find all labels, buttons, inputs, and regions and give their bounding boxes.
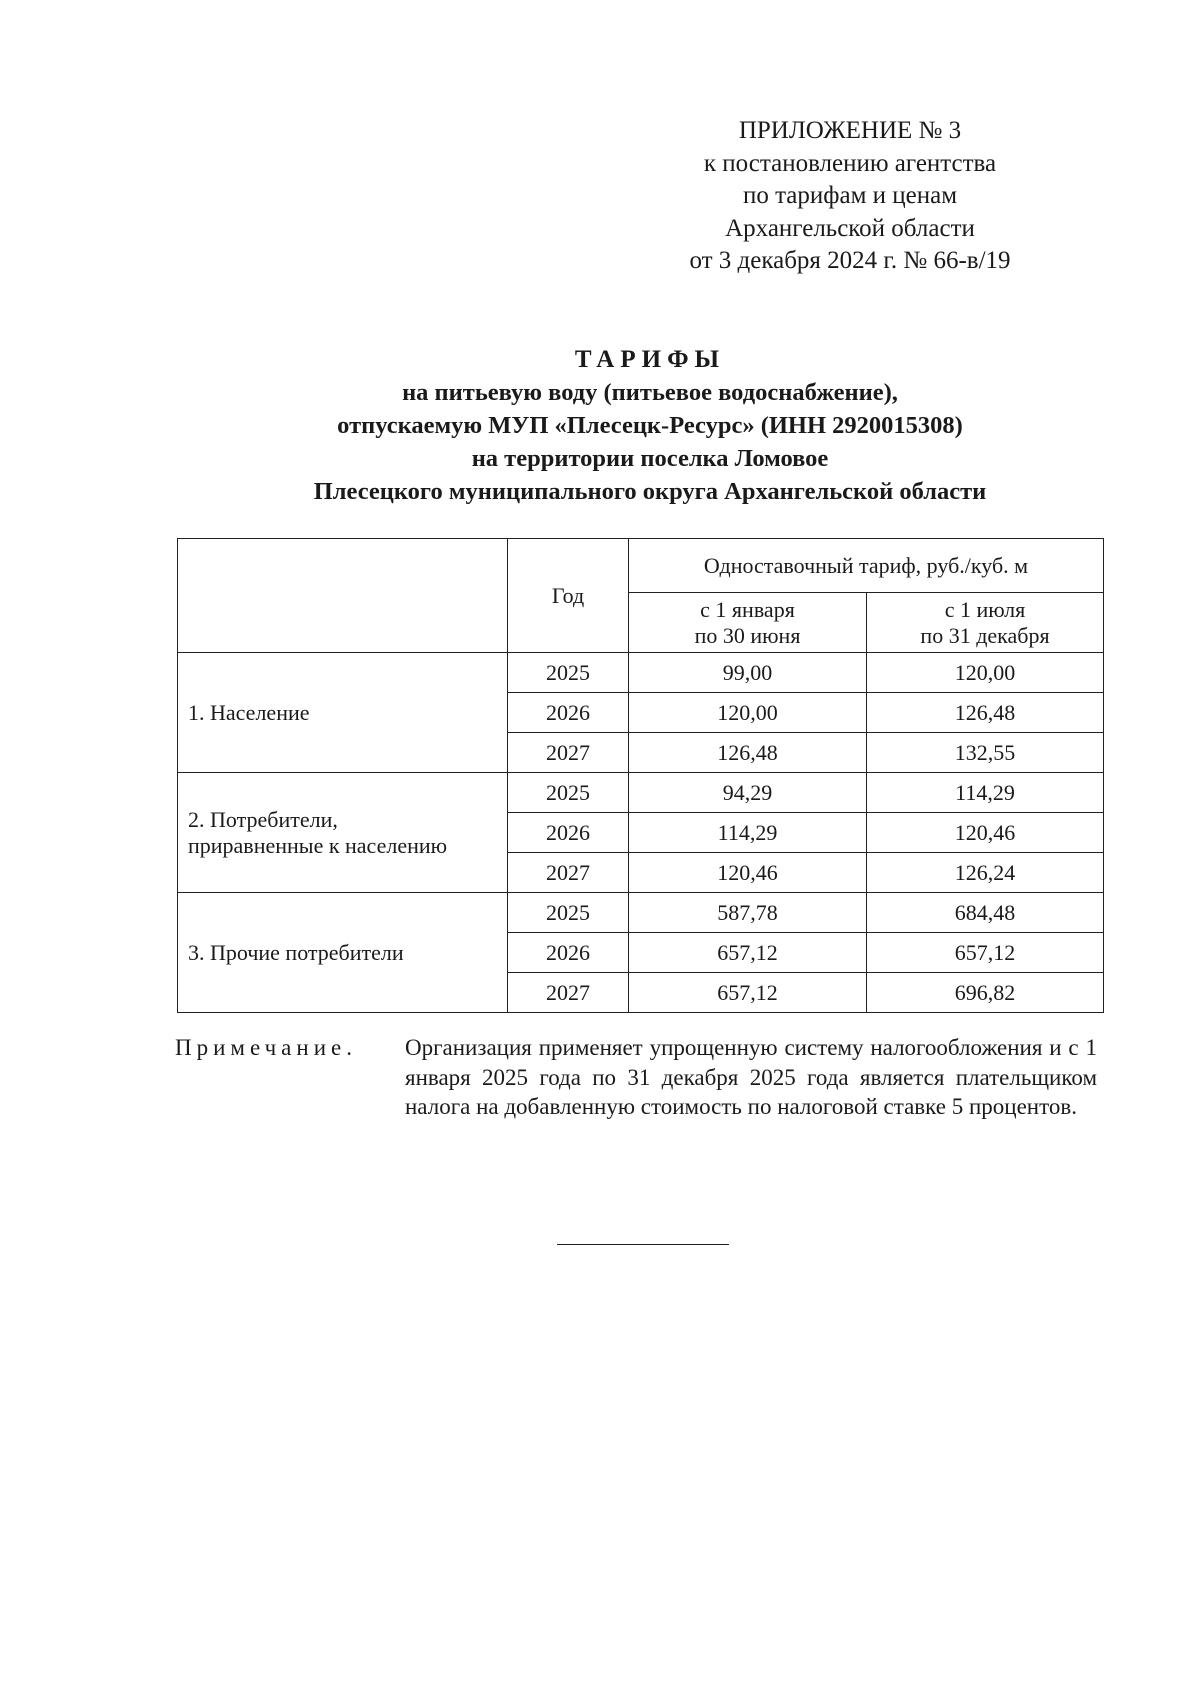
year-cell: 2027 [508, 973, 629, 1013]
table-row [178, 653, 1104, 693]
table-row [178, 893, 1104, 933]
tariff-table [177, 538, 1104, 1013]
note-label: Примечание. [175, 1035, 357, 1060]
tariff-period-1-cell: 120,46 [629, 853, 867, 893]
tariff-period-1-cell: 657,12 [629, 933, 867, 973]
tariff-period-2-cell: 126,24 [867, 853, 1104, 893]
annex-date-number: от 3 декабря 2024 г. № 66-в/19 [689, 247, 1011, 274]
tariff-period-1-cell: 99,00 [629, 653, 867, 693]
tariff-period-2-cell: 120,00 [867, 653, 1104, 693]
tariff-period-1-cell: 126,48 [629, 733, 867, 773]
tariff-period-1-cell: 657,12 [629, 973, 867, 1013]
year-cell: 2027 [508, 733, 629, 773]
annex-block [640, 115, 1060, 278]
tariff-period-2-cell: 684,48 [867, 893, 1104, 933]
tariff-table-body [178, 653, 1104, 1013]
tariff-period-1-cell: 120,00 [629, 693, 867, 733]
tariff-period-2-cell: 126,48 [867, 693, 1104, 733]
title-line-2: отпускаемую МУП «Плесецк-Ресурс» (ИНН 2920015308) [337, 412, 963, 439]
closing-rule [557, 1244, 729, 1245]
tariff-header: Одноставочный тариф, руб./куб. м [629, 539, 1104, 593]
tariff-period-2-cell: 120,46 [867, 813, 1104, 853]
year-cell: 2025 [508, 773, 629, 813]
tariff-period-1-cell: 587,78 [629, 893, 867, 933]
annex-line-3: по тарифам и ценам [742, 182, 958, 209]
year-cell: 2026 [508, 813, 629, 853]
year-cell: 2026 [508, 933, 629, 973]
document-title [150, 343, 1150, 508]
tariff-period-1-cell: 94,29 [629, 773, 867, 813]
category-cell: 2. Потребители, приравненные к населению [178, 773, 508, 893]
category-cell: 3. Прочие потребители [178, 893, 508, 1013]
table-row [178, 773, 1104, 813]
annex-line-4: Архангельской области [725, 214, 975, 242]
title-line-4: Плесецкого муниципального округа Архангельской области [313, 478, 987, 505]
year-header: Год [508, 539, 629, 653]
period-1-header: с 1 января по 30 июня [629, 593, 867, 653]
year-cell: 2025 [508, 893, 629, 933]
note-text: Организация применяет упрощенную систему налогообложения и с 1 января 2025 года по 31 декабря 2025 года является плательщиком налога на добавленную стоимость по налоговой ставке 5 процентов. [405, 1035, 1097, 1119]
tariff-period-1-cell: 114,29 [629, 813, 867, 853]
category-header-cell [178, 539, 508, 653]
tariff-period-2-cell: 114,29 [867, 773, 1104, 813]
category-cell: 1. Население [178, 653, 508, 773]
tariff-period-2-cell: 132,55 [867, 733, 1104, 773]
title-line-3: на территории поселка Ломовое [471, 445, 829, 472]
title-heading: ТАРИФЫ [574, 346, 726, 373]
tariff-period-2-cell: 696,82 [867, 973, 1104, 1013]
year-cell: 2025 [508, 653, 629, 693]
year-cell: 2027 [508, 853, 629, 893]
period-2-header: с 1 июля по 31 декабря [867, 593, 1104, 653]
annex-line-2: к постановлению агентства [703, 149, 997, 177]
tariff-period-2-cell: 657,12 [867, 933, 1104, 973]
title-line-1: на питьевую воду (питьевое водоснабжение), [402, 379, 898, 406]
year-cell: 2026 [508, 693, 629, 733]
annex-number: ПРИЛОЖЕНИЕ № 3 [738, 117, 962, 144]
